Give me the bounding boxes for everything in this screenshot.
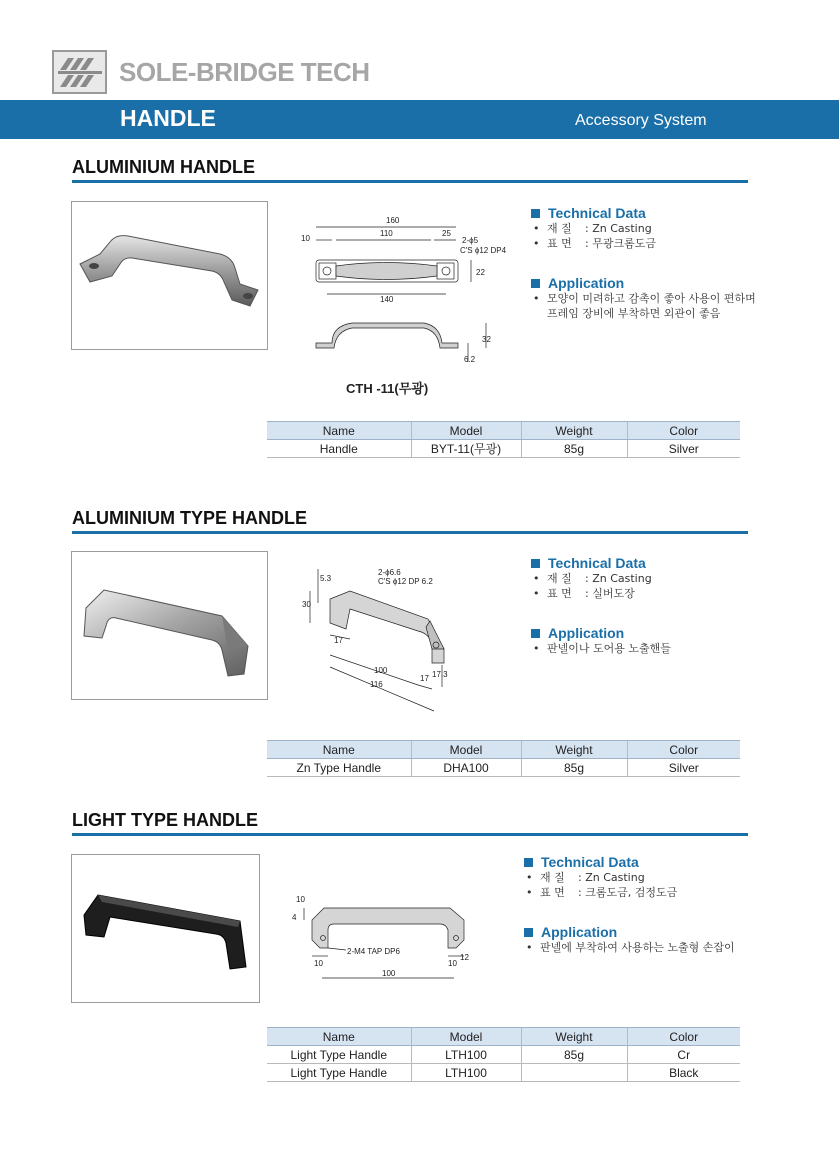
column-header: Name: [267, 741, 411, 759]
dimension-label: 22: [476, 268, 485, 277]
section-title: LIGHT TYPE HANDLE: [72, 810, 259, 830]
column-header: Color: [627, 422, 740, 440]
square-bullet-icon: [531, 209, 540, 218]
table-cell: Silver: [627, 440, 740, 458]
dimension-label: C'S ϕ12 DP4: [460, 246, 506, 255]
table-cell: BYT-11(무광): [411, 440, 521, 458]
section-divider: [72, 833, 748, 836]
product-photo: [71, 854, 260, 1003]
table-cell: Cr: [627, 1046, 740, 1064]
dimension-label: 2-ϕ5: [462, 236, 479, 245]
dimension-label: 2-M4 TAP DP6: [347, 947, 400, 956]
dimension-label: 10: [296, 895, 305, 904]
spec-table: [267, 421, 740, 458]
dimension-label: 30: [302, 600, 311, 609]
table-cell: Handle: [267, 440, 411, 458]
column-header: Model: [411, 1028, 521, 1046]
table-cell: LTH100: [411, 1064, 521, 1082]
dimension-label: 10: [301, 234, 310, 243]
product-photo: [71, 201, 268, 350]
application-line: 프레임 장비에 부착하면 외관이 좋음: [547, 307, 721, 320]
dimension-label: 17.3: [432, 670, 448, 679]
table-cell: Light Type Handle: [267, 1064, 411, 1082]
dimension-label: 4: [292, 913, 297, 922]
column-header: Name: [267, 422, 411, 440]
material-line: • 재 질 : Zn Casting: [533, 572, 652, 585]
company-name: SOLE-BRIDGE TECH: [119, 56, 370, 87]
technical-data-block: [531, 205, 756, 321]
dimension-label: 32: [482, 335, 491, 344]
technical-data-heading: Technical Data: [531, 205, 756, 221]
dimension-label: 140: [380, 295, 394, 304]
table-cell: Silver: [627, 759, 740, 777]
dimension-label: 25: [442, 229, 451, 238]
surface-line: • 표 면 : 실버도장: [533, 587, 635, 600]
section-title: ALUMINIUM TYPE HANDLE: [72, 508, 307, 528]
column-header: Model: [411, 741, 521, 759]
surface-line: • 표 면 : 무광크롬도금: [533, 237, 656, 250]
column-header: Weight: [521, 1028, 627, 1046]
product-photo: [71, 551, 268, 700]
technical-data-heading: Technical Data: [531, 555, 671, 571]
section-divider: [72, 531, 748, 534]
application-heading: Application: [531, 275, 756, 291]
square-bullet-icon: [531, 279, 540, 288]
table-cell: 85g: [521, 759, 627, 777]
dimension-label: 17: [334, 636, 343, 645]
material-line: • 재 질 : Zn Casting: [533, 222, 652, 235]
dimension-label: 10: [448, 959, 457, 968]
spec-table: [267, 740, 740, 777]
square-bullet-icon: [524, 858, 533, 867]
logo-mark-icon: [52, 50, 107, 94]
drawing-caption: CTH -11(무광): [346, 381, 429, 396]
application-line: • 판넬에 부착하여 사용하는 노출형 손잡이: [526, 941, 735, 954]
technical-drawing: [296, 210, 506, 370]
surface-line: • 표 면 : 크롬도금, 검정도금: [526, 886, 678, 899]
table-cell: DHA100: [411, 759, 521, 777]
table-cell: Light Type Handle: [267, 1046, 411, 1064]
table-cell: LTH100: [411, 1046, 521, 1064]
dimension-label: 160: [386, 216, 400, 225]
dimension-label: 2-ϕ6.6: [378, 568, 401, 577]
table-row: [267, 1064, 740, 1082]
dimension-label: 100: [382, 969, 396, 978]
technical-drawing: [300, 563, 470, 718]
column-header: Color: [627, 741, 740, 759]
table-row: [267, 440, 740, 458]
page-subtitle: Accessory System: [575, 112, 707, 129]
column-header: Weight: [521, 741, 627, 759]
square-bullet-icon: [531, 629, 540, 638]
dimension-label: 6.2: [464, 355, 476, 364]
dimension-label: 5.3: [320, 574, 332, 583]
column-header: Weight: [521, 422, 627, 440]
dimension-label: 17: [420, 674, 429, 683]
dimension-label: 12: [460, 953, 469, 962]
application-heading: Application: [524, 924, 735, 940]
square-bullet-icon: [524, 928, 533, 937]
technical-drawing: [290, 890, 490, 985]
dimension-label: C'S ϕ12 DP 6.2: [378, 577, 433, 586]
table-cell: 85g: [521, 440, 627, 458]
table-cell: 85g: [521, 1046, 627, 1064]
table-cell: Zn Type Handle: [267, 759, 411, 777]
technical-data-heading: Technical Data: [524, 854, 735, 870]
material-line: • 재 질 : Zn Casting: [526, 871, 645, 884]
application-line: • 판넬이나 도어용 노출핸들: [533, 642, 671, 655]
technical-data-block: [531, 555, 671, 656]
column-header: Color: [627, 1028, 740, 1046]
dimension-label: 100: [374, 666, 388, 675]
square-bullet-icon: [531, 559, 540, 568]
table-cell: Black: [627, 1064, 740, 1082]
dimension-label: 10: [314, 959, 323, 968]
section-divider: [72, 180, 748, 183]
technical-data-block: [524, 854, 735, 955]
dimension-label: 116: [370, 680, 383, 689]
company-logo: [52, 50, 370, 94]
spec-table: [267, 1027, 740, 1082]
table-cell: [521, 1064, 627, 1082]
section-title: ALUMINIUM HANDLE: [72, 157, 255, 177]
table-row: [267, 1046, 740, 1064]
title-banner: [0, 100, 839, 139]
column-header: Model: [411, 422, 521, 440]
table-row: [267, 759, 740, 777]
column-header: Name: [267, 1028, 411, 1046]
application-line: • 모양이 미려하고 감촉이 좋아 사용이 편하며: [533, 292, 756, 305]
dimension-label: 110: [380, 229, 393, 238]
application-heading: Application: [531, 625, 671, 641]
page-title: HANDLE: [120, 105, 216, 131]
